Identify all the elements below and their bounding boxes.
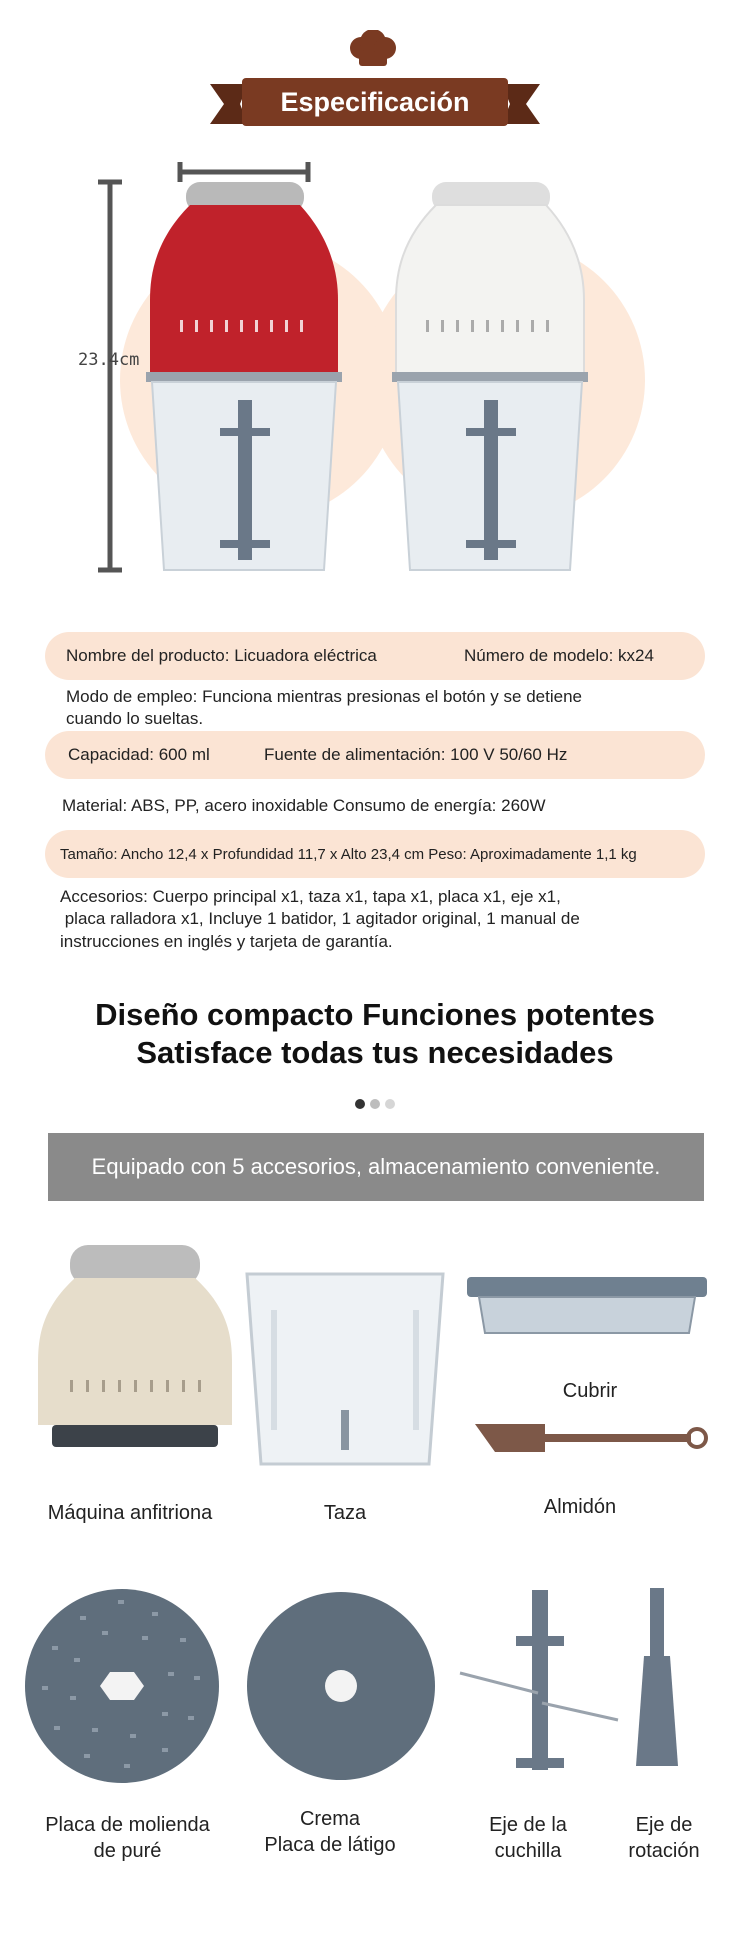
spec-capacity: Capacidad: 600 ml: [68, 745, 210, 764]
accessory-label-starch: Almidón: [543, 1496, 617, 1518]
accessory-label-rotation-line-2: rotación: [628, 1840, 700, 1862]
spec-accessories-line-2: placa ralladora x1, Incluye 1 batidor, 1 agitador original, 1 manual de: [60, 909, 580, 928]
spec-accessories-line-3: instrucciones en inglés y tarjeta de garantía.: [60, 932, 393, 951]
spec-material: Material: ABS, PP, acero inoxidable Consumo de energía: 260W: [62, 796, 546, 815]
accessory-label-cup: Taza: [323, 1502, 367, 1524]
accessory-label-puree-line-2: de puré: [93, 1840, 162, 1862]
spec-power-source: Fuente de alimentación: 100 V 50/60 Hz: [264, 745, 568, 764]
spec-usage-line-1: Modo de empleo: Funciona mientras presionas el botón y se detiene: [66, 687, 582, 706]
accessory-label-blade-line-1: Eje de la: [489, 1814, 567, 1836]
cup-image: [245, 1270, 445, 1470]
headline-line-2: Satisface todas tus necesidades: [136, 1035, 614, 1070]
carousel-dot-3[interactable]: [385, 1099, 395, 1109]
accessory-label-blade-line-2: cuchilla: [494, 1840, 562, 1862]
headline-line-1: Diseño compacto Funciones potentes: [95, 997, 655, 1032]
starch-spatula-image: [475, 1418, 710, 1458]
blade-shaft-image: [458, 1588, 623, 1788]
accessory-label-puree-line-1: Placa de molienda: [45, 1814, 210, 1836]
spec-product-name: Nombre del producto: Licuadora eléctrica: [66, 646, 377, 665]
chef-hat-icon: [343, 30, 403, 70]
spec-banner-title: Especificación: [280, 87, 470, 117]
carousel-dot-1[interactable]: [355, 1099, 365, 1109]
spec-model-number: Número de modelo: kx24: [464, 646, 654, 665]
accessory-label-whip-line-1: Crema: [299, 1808, 360, 1830]
spec-accessories-line-1: Accesorios: Cuerpo principal x1, taza x1, tapa x1, placa x1, eje x1,: [60, 887, 561, 906]
host-machine-image: [30, 1240, 240, 1470]
product-image-red-white: [60, 160, 700, 600]
spec-size-weight: Tamaño: Ancho 12,4 x Profundidad 11,7 x Alto 23,4 cm Peso: Aproximadamente 1,1 kg: [60, 846, 637, 863]
puree-grinding-plate-image: [22, 1586, 222, 1786]
whip-plate-image: [245, 1590, 437, 1782]
accessory-label-host: Máquina anfitriona: [47, 1502, 213, 1524]
carousel-dot-2[interactable]: [370, 1099, 380, 1109]
height-dimension-label: 23.4cm: [78, 350, 140, 370]
accessories-bar-text: Equipado con 5 accesorios, almacenamiento conveniente.: [91, 1154, 661, 1179]
accessory-label-cover: Cubrir: [562, 1380, 618, 1402]
spec-usage-line-2: cuando lo sueltas.: [66, 709, 204, 728]
rotation-shaft-image: [628, 1586, 686, 1786]
accessory-label-whip-line-2: Placa de látigo: [264, 1834, 396, 1856]
cover-image: [467, 1275, 707, 1340]
accessory-label-rotation-line-1: Eje de: [635, 1814, 693, 1836]
